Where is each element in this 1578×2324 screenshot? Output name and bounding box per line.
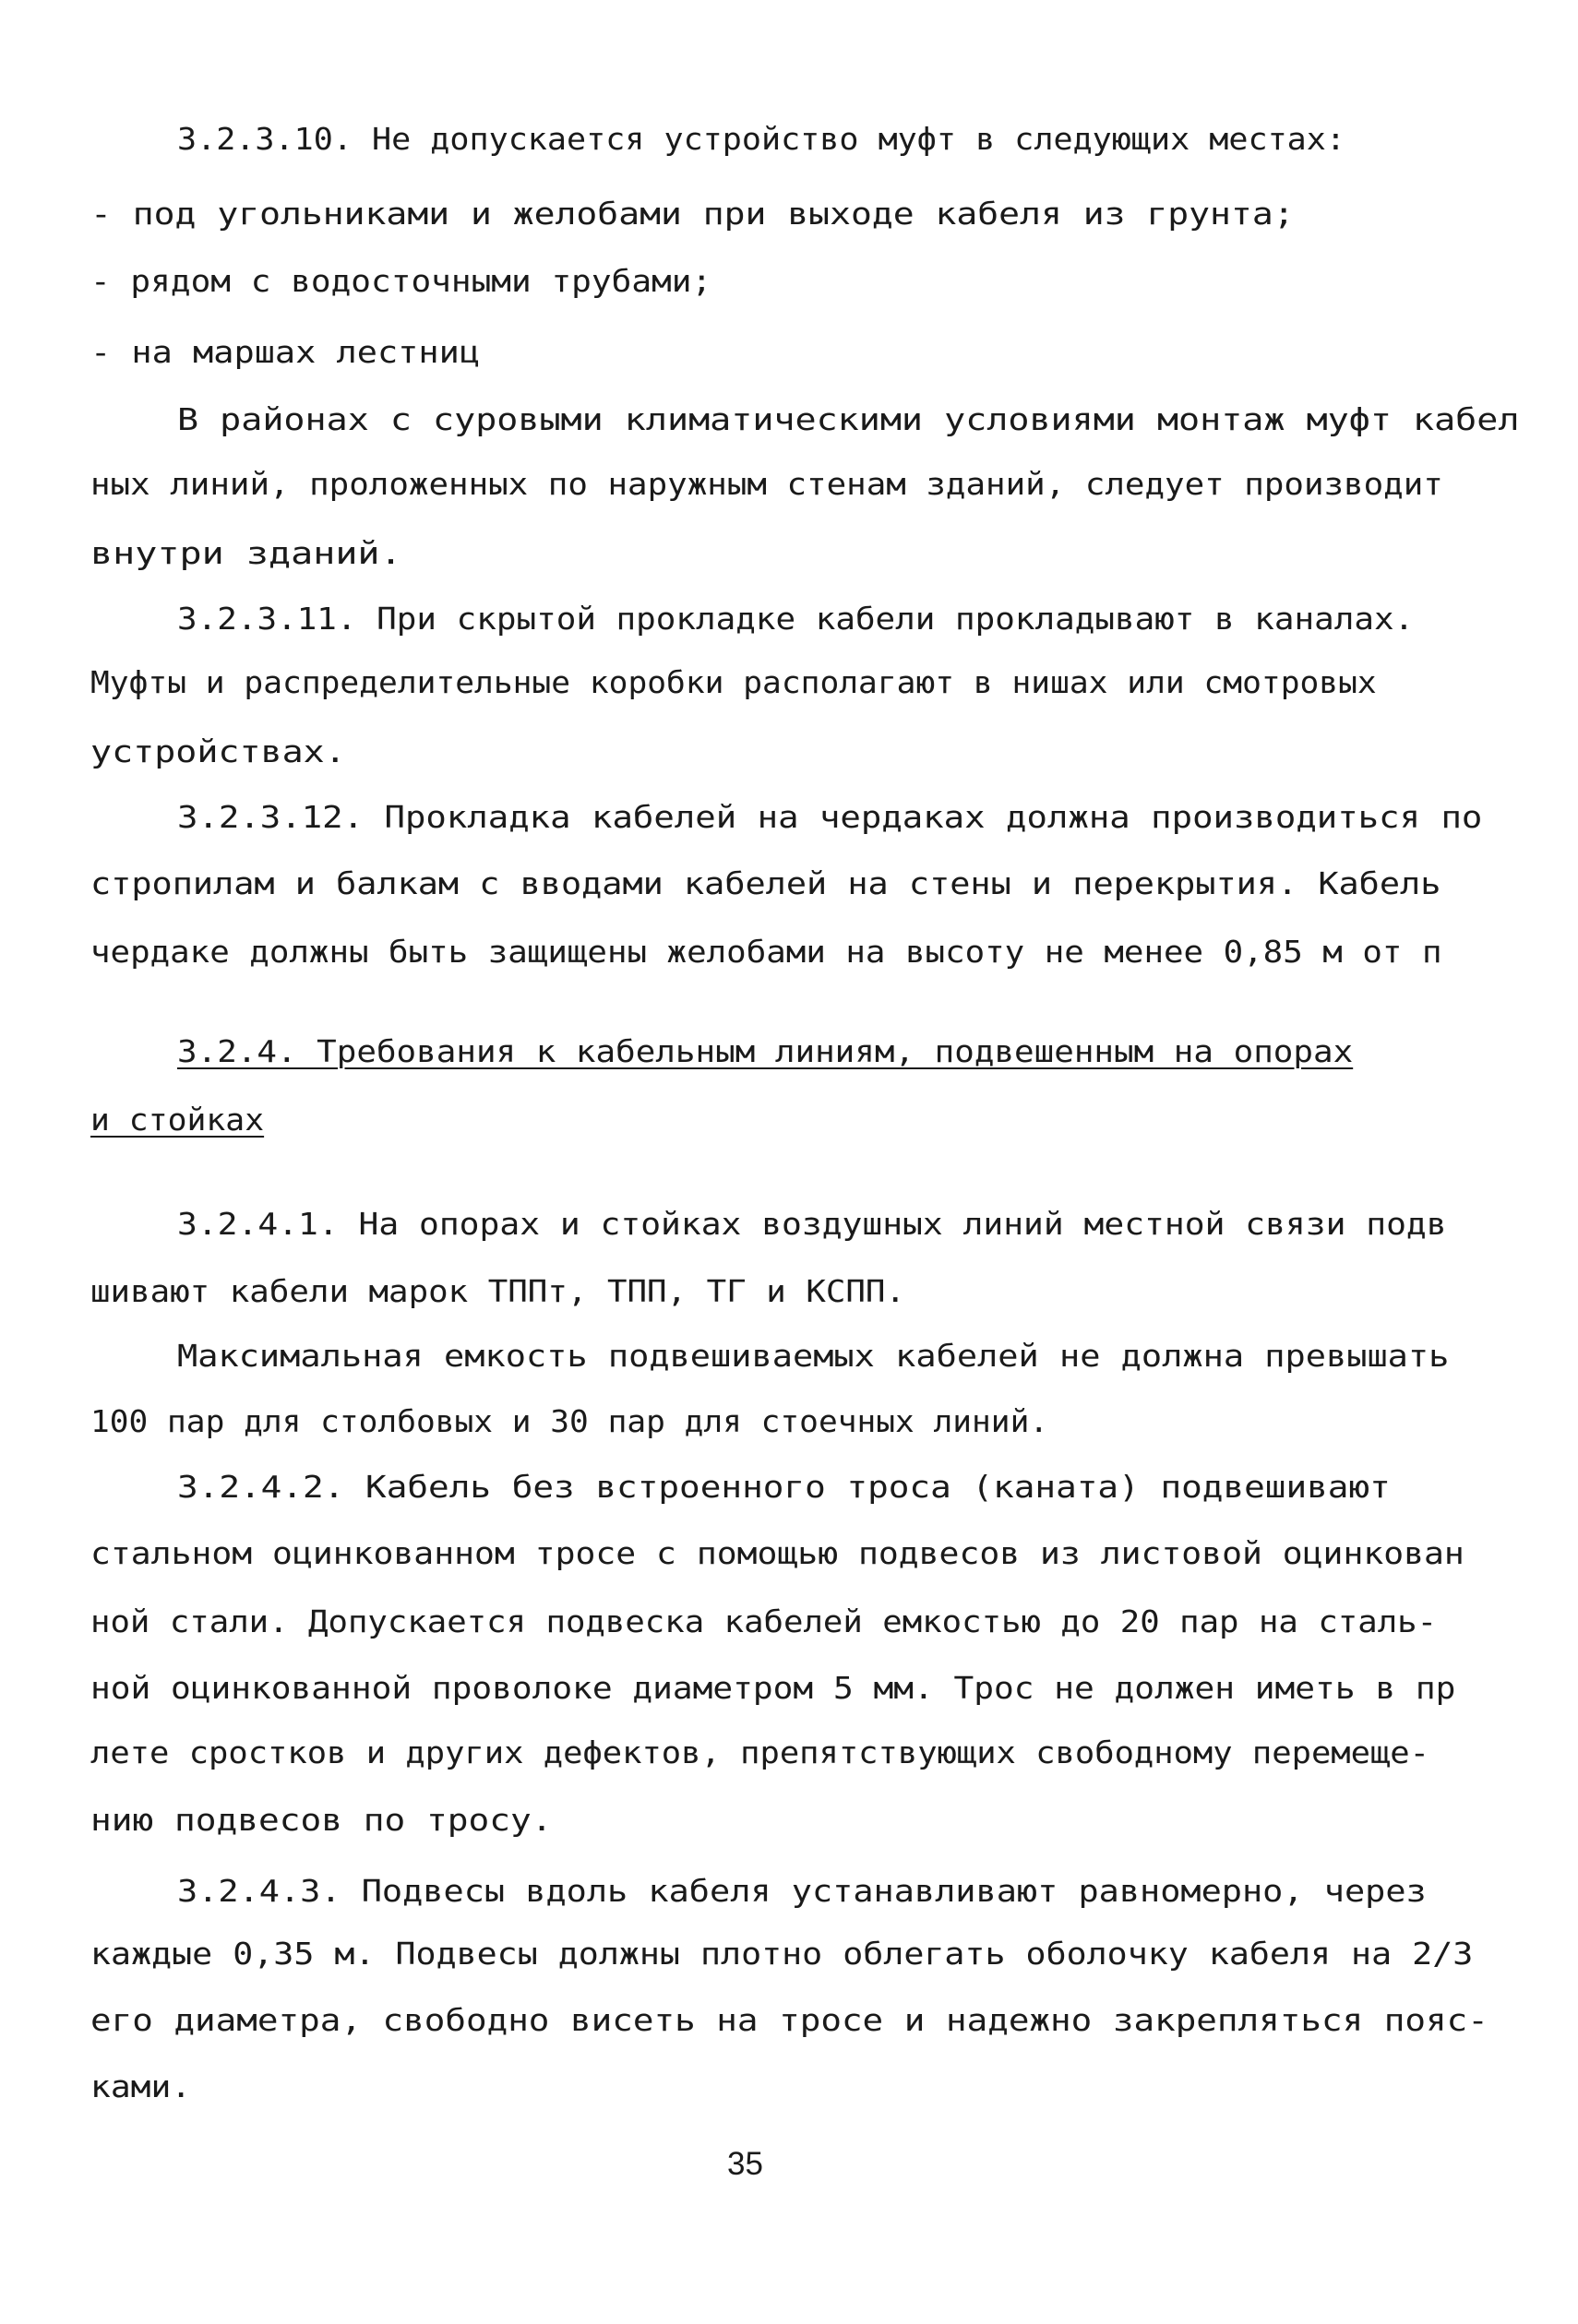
paragraph-3-2-4-2-line-6: нию подвесов по тросу. [90,1802,553,1838]
paragraph-3-2-3-12-line-2: стропилам и балкам с вводами кабелей на стены и перекрытия. Кабель [90,865,1441,901]
section-heading-3-2-4-line-2: и стойках [90,1102,265,1138]
paragraph-3-2-4-3: 3.2.4.3. Подвесы вдоль кабеля устанавливают равномерно, через [177,1873,1427,1909]
paragraph-climate-line-3: внутри зданий. [90,535,402,571]
paragraph-3-2-4-3-line-4: ками. [90,2068,192,2104]
page-number: 35 [727,2146,763,2182]
paragraph-3-2-4-2-line-3: ной стали. Допускается подвеска кабелей емкостью до 20 пар на сталь- [90,1603,1438,1639]
paragraph-3-2-4-3-line-2: каждые 0,35 м. Подвесы должны плотно облегать оболочку кабеля на 2/3 [90,1936,1474,1972]
paragraph-max-capacity: Максимальная емкость подвешиваемых кабелей не должна превышать [177,1338,1450,1374]
paragraph-3-2-4-2-line-5: лете сростков и других дефектов, препятствующих свободному перемеще- [90,1734,1429,1770]
paragraph-climate-line-2: ных линий, проложенных по наружным стенам зданий, следует производит [90,466,1443,502]
paragraph-3-2-4-3-line-3: его диаметра, свободно висеть на тросе и надежно закрепляться пояс- [90,2002,1488,2038]
paragraph-climate-line-1: В районах с суровыми климатическими условиями монтаж муфт кабел [177,401,1520,437]
paragraph-3-2-3-11-line-2: Муфты и распределительные коробки располагают в нишах или смотровых [90,664,1377,700]
list-item-corners: - под угольниками и желобами при выходе кабеля из грунта; [90,196,1295,232]
paragraph-max-capacity-line-2: 100 пар для столбовых и 30 пар для стоечных линий. [90,1403,1049,1439]
paragraph-3-2-4-1: 3.2.4.1. На опорах и стойках воздушных линий местной связи подв [177,1206,1447,1242]
paragraph-3-2-3-12: 3.2.3.12. Прокладка кабелей на чердаках должна производиться по [177,799,1483,835]
paragraph-3-2-4-2-line-2: стальном оцинкованном тросе с помощью подвесов из листовой оцинкован [90,1535,1464,1571]
paragraph-3-2-3-10: 3.2.3.10. Не допускается устройство муфт в следующих местах: [177,121,1345,157]
paragraph-3-2-4-2-line-4: ной оцинкованной проволоке диаметром 5 мм. Трос не должен иметь в пр [90,1670,1456,1706]
paragraph-3-2-4-2: 3.2.4.2. Кабель без встроенного троса (каната) подвешивают [177,1469,1391,1505]
paragraph-3-2-3-11-line-3: устройствах. [90,733,346,769]
list-item-drainpipes: - рядом с водосточными трубами; [90,263,712,299]
list-item-stairs: - на маршах лестниц [90,334,481,370]
paragraph-3-2-4-1-line-2: шивают кабели марок ТППт, ТПП, ТГ и КСПП. [90,1273,906,1309]
paragraph-3-2-3-11: 3.2.3.11. При скрытой прокладке кабели прокладывают в каналах. [177,601,1415,637]
paragraph-3-2-3-12-line-3: чердаке должны быть защищены желобами на высоту не менее 0,85 м от п [90,934,1442,970]
section-heading-3-2-4: 3.2.4. Требования к кабельным линиям, подвешенным на опорах [177,1033,1354,1069]
